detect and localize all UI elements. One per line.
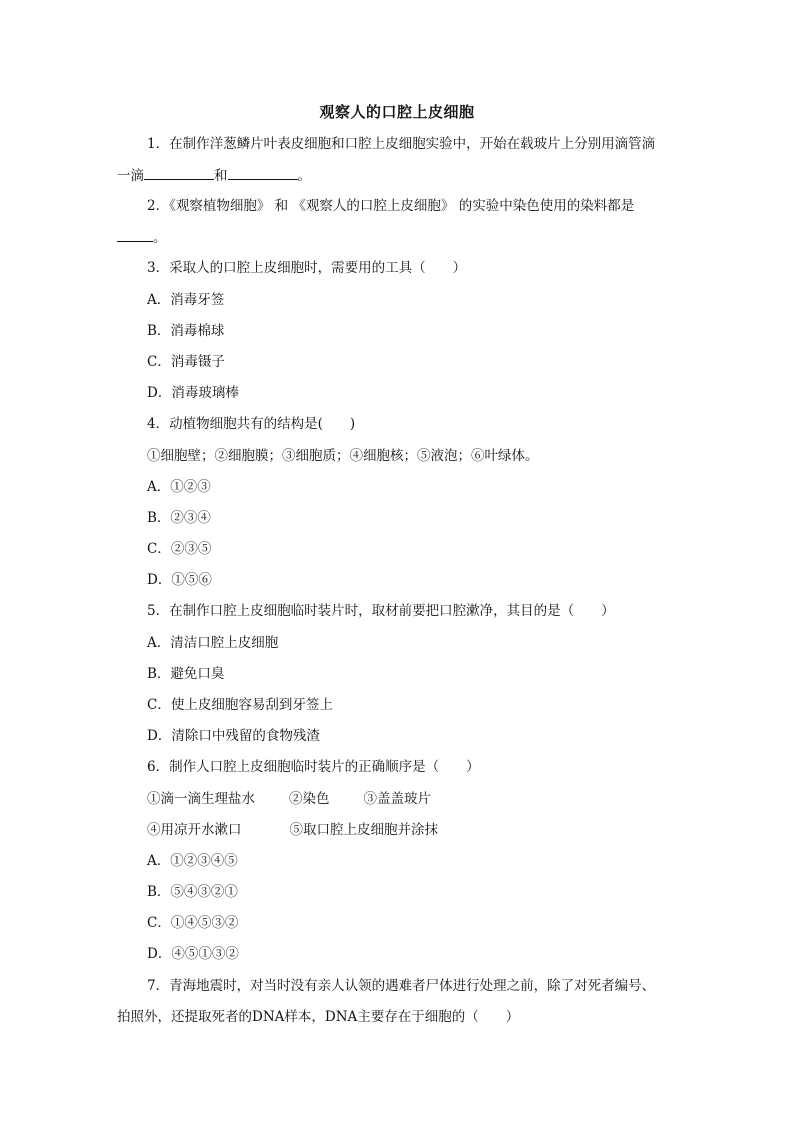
q4-note: ①细胞壁；②细胞膜；③细胞质；④细胞核；⑤液泡；⑥叶绿体。 [147,448,539,464]
q6-option-c: C．①④⑤③② [147,915,239,931]
q6-option-d: D．④⑤①③② [147,946,239,962]
q1-line1: 1．在制作洋葱鳞片叶表皮细胞和口腔上皮细胞实验中，开始在载玻片上分别用滴管滴 [147,136,656,152]
q2-blank[interactable] [117,228,153,242]
q3-option-b: B．消毒棉球 [147,323,225,339]
q4-option-c: C．②③⑤ [147,541,212,557]
q6-step-4: ④用凉开水漱口 [147,822,242,838]
q1-line2 [117,166,311,185]
q6-steps-row1 [147,790,431,808]
q6-step-1: ①滴一滴生理盐水 [147,791,255,807]
q2-line2 [117,228,167,247]
q1-text-b: 和 [214,168,228,184]
q5-option-a: A．清洁口腔上皮细胞 [147,635,279,651]
q1-text-a: 一滴 [117,168,144,184]
q4-stem: 4．动植物细胞共有的结构是( ) [147,416,356,432]
q6-stem: 6．制作人口腔上皮细胞临时装片的正确顺序是（ ） [147,759,480,775]
q1-text-c: 。 [297,168,311,184]
q6-step-2: ②染色 [289,791,330,807]
q7-line1: 7．青海地震时，对当时没有亲人认领的遇难者尸体进行处理之前，除了对死者编号、 [147,978,656,994]
q6-option-a: A．①②③④⑤ [147,853,238,869]
q3-stem: 3．采取人的口腔上皮细胞时，需要用的工具（ ） [147,260,467,276]
q6-step-5: ⑤取口腔上皮细胞并涂抹 [289,822,438,838]
q3-option-a: A．消毒牙签 [147,292,225,308]
q4-option-b: B．②③④ [147,510,211,526]
q4-option-a: A．①②③ [147,479,211,495]
q6-steps-row2 [147,821,438,839]
page-title: 观察人的口腔上皮细胞 [319,103,475,121]
q2-text-end: 。 [153,230,167,246]
q2-line1: 2．《观察植物细胞》 和 《观察人的口腔上皮细胞》 的实验中染色使用的染料都是 [147,198,635,214]
q3-option-c: C．消毒镊子 [147,354,225,370]
q4-option-d: D．①⑤⑥ [147,572,212,588]
q5-stem: 5．在制作口腔上皮细胞临时装片时，取材前要把口腔漱净，其目的是（ ） [147,603,615,619]
q5-option-c: C．使上皮细胞容易刮到牙签上 [147,697,333,713]
q6-step-3: ③盖盖玻片 [363,791,431,807]
q5-option-d: D．清除口中残留的食物残渣 [147,728,320,744]
q1-blank-1[interactable] [144,166,214,180]
q3-option-d: D．消毒玻璃棒 [147,385,239,401]
q1-blank-2[interactable] [228,166,298,180]
q7-line2: 拍照外，还提取死者的DNA样本，DNA主要存在于细胞的（ ） [117,1009,520,1025]
q5-option-b: B．避免口臭 [147,666,225,682]
q6-option-b: B．⑤④③②① [147,884,238,900]
